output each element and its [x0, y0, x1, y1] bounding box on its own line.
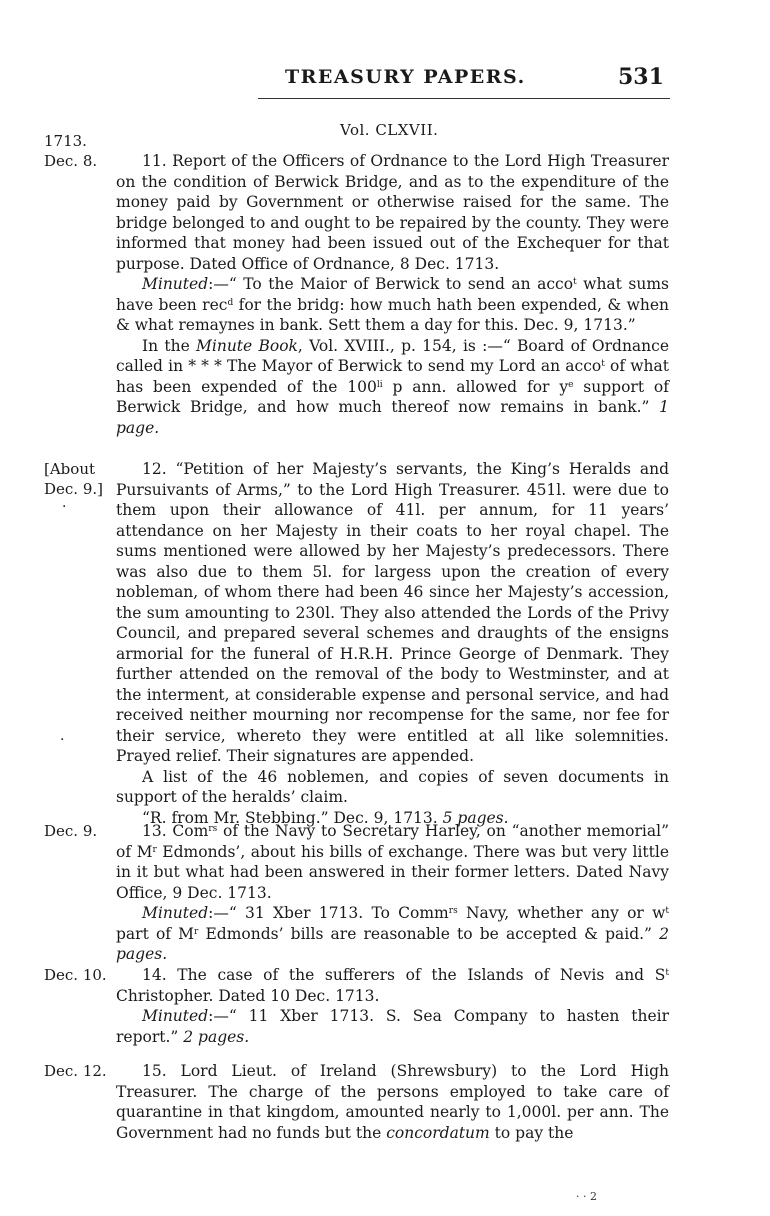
entry-13-minute: Minuted:—“ 31 Xber 1713. To Comm$^{rs}$ Navy, whether any or $w^t$ part of $M^r$ Edmonds’ bills are reasonable to be accepted & paid.” 2 pages.	[116, 904, 669, 963]
margin-speck: ·	[62, 499, 67, 515]
margin-date-entry-14: Dec. 10.	[44, 966, 107, 984]
margin-date-entry-12-line1: [About	[44, 460, 96, 478]
signature-mark: · · 2	[576, 1190, 597, 1203]
entry-13-body: 13. Com$^{rs}$ of the Navy to Secretary Harley, on “another memorial” of $M^r$ Edmonds’, about his bills of exchange. There was but very little in it but what had been answered in their former letters. Dated Navy Office, 9 Dec. 1713.	[116, 822, 670, 902]
margin-date-entry-13: Dec. 9.	[44, 822, 98, 840]
margin-year: 1713.	[44, 132, 87, 150]
margin-date-entry-11: Dec. 8.	[44, 152, 98, 170]
margin-date-entry-15: Dec. 12.	[44, 1062, 107, 1080]
volume-heading: Vol. CLXVII.	[340, 121, 439, 139]
entry-11-minute-book: In the Minute Book, Vol. XVIII., p. 154, is :—“ Board of Ordnance called in * * * The Mayor of Berwick to send my Lord an acco$^t$ of what has been expended of the $100^{li}$ p ann. allowed for $y^e$ support of Berwick Bridge, and how much thereof now remains in bank.” 1 page.	[116, 336, 669, 437]
entry-11-minute: Minuted:—“ To the Maior of Berwick to send an acco$^t$ what sums have been rec$^d$ for the bridg: how much hath been expended, & when & what remaynes in bank. Sett them a day for this. Dec. 9, 1713.”	[116, 275, 669, 334]
margin-speck: ·	[60, 732, 65, 748]
page-number: 531	[618, 64, 664, 90]
entry-15-body: 15. Lord Lieut. of Ireland (Shrewsbury) to the Lord High Treasurer. The charge of the persons employed to take care of quarantine in that kingdom, amounted nearly to 1,000l. per ann. The Government had no funds but the concordatum to pay the	[116, 1062, 669, 1142]
entry-11	[116, 151, 669, 438]
entry-12-list: A list of the 46 noblemen, and copies of seven documents in support of the heralds’ claim.	[116, 767, 669, 806]
minuted-label: Minuted	[142, 275, 209, 293]
entry-12	[116, 459, 669, 828]
entry-11-body: 11. Report of the Officers of Ordnance to the Lord High Treasurer on the condition of Berwick Bridge, and as to the expenditure of the money paid by Government or otherwise raised for the same. The bridge belonged to and ought to be repaired by the county. They were informed that money had been issued out of the Exchequer for that purpose. Dated Office of Ordnance, 8 Dec. 1713.	[116, 152, 669, 273]
entry-14-minute: Minuted:—“ 11 Xber 1713. S. Sea Company to hasten their report.” 2 pages.	[116, 1007, 669, 1046]
entry-14-body: 14. The case of the sufferers of the Islands of Nevis and $S^t$ Christopher. Dated 10 Dec. 1713.	[116, 966, 669, 1005]
entry-15	[116, 1061, 669, 1143]
margin-date-entry-12-line2: Dec. 9.]	[44, 480, 104, 498]
entry-14	[116, 965, 669, 1047]
running-head: TREASURY PAPERS.	[285, 66, 526, 88]
entry-12-body: 12. “Petition of her Majesty’s servants, the King’s Heralds and Pursuivants of Arms,” to the Lord High Treasurer. 451l. were due to them upon their allowance of 41l. per annum, for 11 years’ attendance on her Majesty in their coats to her royal chapel. The sums mentioned were allowed by her Majesty’s predecessors. There was also due to them 5l. for largess upon the creation of every nobleman, of whom there had been 46 since her Majesty’s accession, the sum amounting to 230l. They also attended the Lords of the Privy Council, and prepared several schemes and draughts of the ensigns armorial for the funeral of H.R.H. Prince George of Denmark. They further attended on the removal of the body to Westminster, and at the interment, at considerable expense and personal service, and had received neither mourning nor recompense for the same, nor fee for their service, whereto they were entitled at all like solemnities. Prayed relief. Their signatures are appended.	[116, 460, 669, 765]
entry-12-source: “R. from Mr. Stebbing.” Dec. 9, 1713. 5 pages.	[142, 808, 509, 827]
header-rule	[258, 98, 670, 99]
entry-13	[116, 821, 669, 965]
